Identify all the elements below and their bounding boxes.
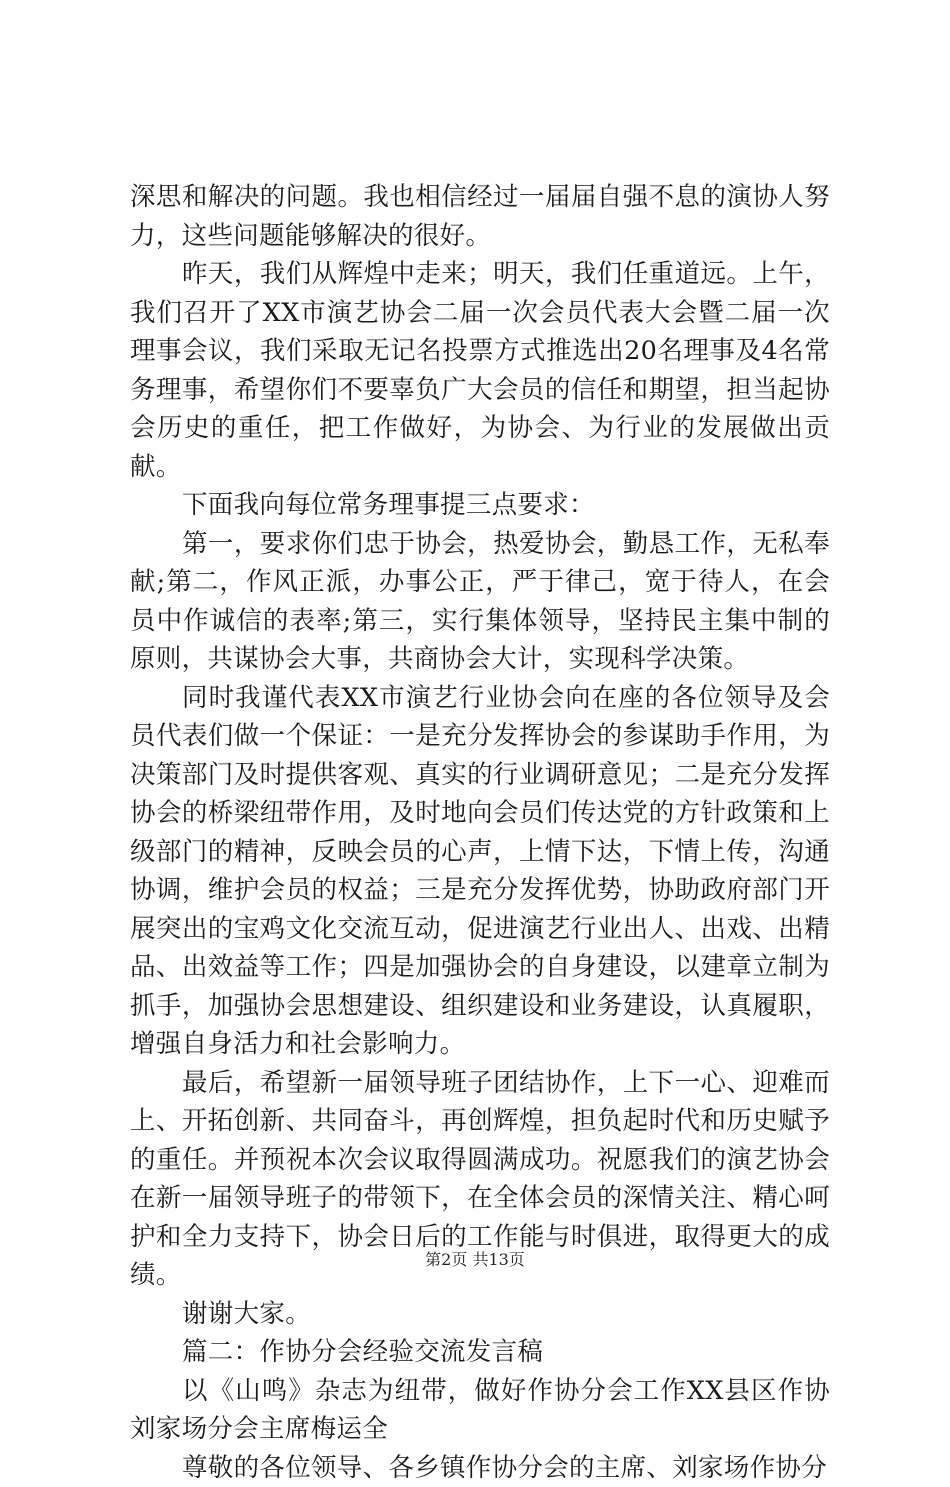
paragraph: 深思和解决的问题。我也相信经过一届届自强不息的演协人努力，这些问题能够解决的很好。 <box>130 178 830 255</box>
page-number-footer: 第2页 共13页 <box>0 1247 950 1270</box>
paragraph: 下面我向每位常务理事提三点要求： <box>130 486 830 525</box>
paragraph: 同时我谨代表XX市演艺行业协会向在座的各位领导及会员代表们做一个保证：一是充分发挥协会的参谋助手作用，为决策部门及时提供客观、真实的行业调研意见；二是充分发挥协会的桥梁纽带作用，及时地向会员们传达党的方针政策和上级部门的精神，反映会员的心声，上情下达，下情上传，沟通协调，维护会员的权益；三是充分发挥优势，协助政府部门开展突出的宝鸡文化交流互动，促进演艺行业出人、出戏、出精品、出效益等工作；四是加强协会的自身建设，以建章立制为抓手，加强协会思想建设、组织建设和业务建设，认真履职，增强自身活力和社会影响力。 <box>130 679 830 1064</box>
section-heading: 篇二：作协分会经验交流发言稿 <box>130 1333 830 1372</box>
document-body <box>130 178 830 1487</box>
paragraph: 最后，希望新一届领导班子团结协作，上下一心、迎难而上、开拓创新、共同奋斗，再创辉煌，担负起时代和历史赋予的重任。并预祝本次会议取得圆满成功。祝愿我们的演艺协会在新一届领导班子的带领下，在全体会员的深情关注、精心呵护和全力支持下，协会日后的工作能与时俱进，取得更大的成绩。 <box>130 1064 830 1295</box>
paragraph: 昨天，我们从辉煌中走来；明天，我们任重道远。上午，我们召开了XX市演艺协会二届一次会员代表大会暨二届一次理事会议，我们采取无记名投票方式推选出20名理事及4名常务理事，希望你们不要辜负广大会员的信任和期望，担当起协会历史的重任，把工作做好，为协会、为行业的发展做出贡献。 <box>130 255 830 486</box>
paragraph: 尊敬的各位领导、各乡镇作协分会的主席、刘家场作协分 <box>130 1449 830 1487</box>
paragraph: 第一，要求你们忠于协会，热爱协会，勤恳工作，无私奉献;第二，作风正派，办事公正，严于律己，宽于待人，在会员中作诚信的表率;第三，实行集体领导，坚持民主集中制的原则，共谋协会大事，共商协会大计，实现科学决策。 <box>130 525 830 679</box>
paragraph: 谢谢大家。 <box>130 1295 830 1334</box>
paragraph: 以《山鸣》杂志为纽带，做好作协分会工作XX县区作协刘家场分会主席梅运全 <box>130 1372 830 1449</box>
